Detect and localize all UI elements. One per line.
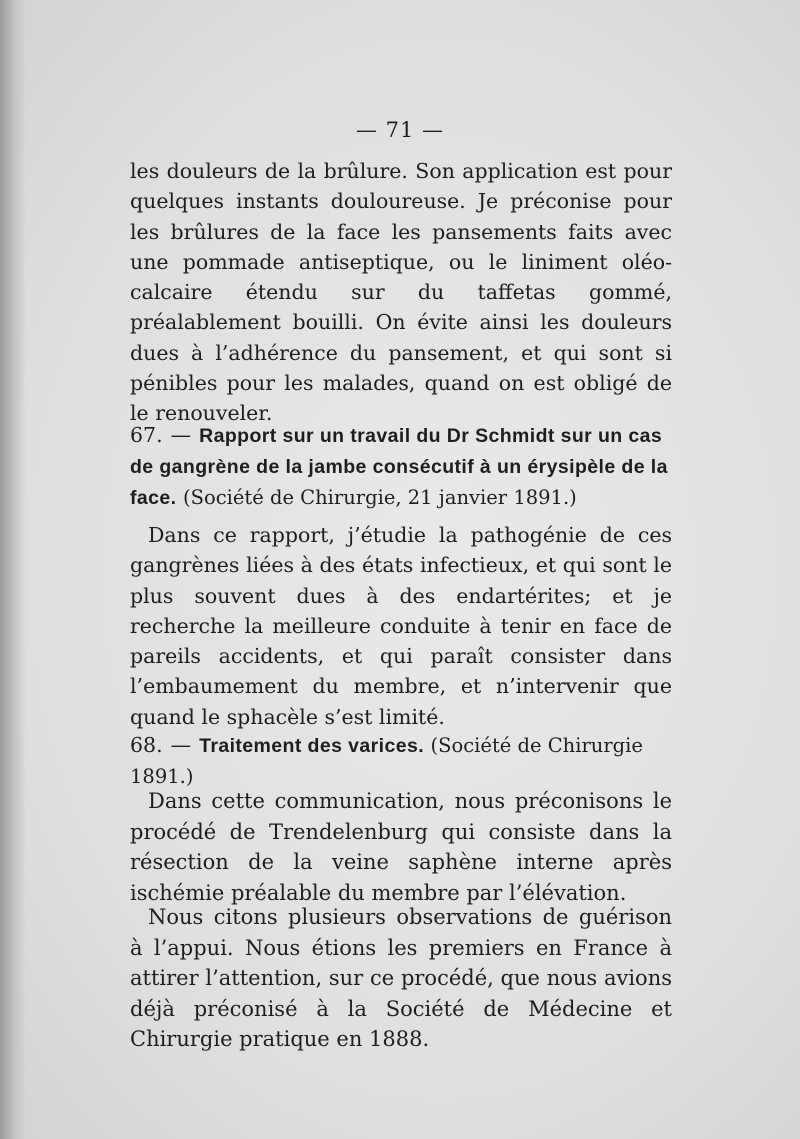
entry-dash: — [170, 733, 192, 757]
entry-title: Rapport sur un travail du Dr Schmidt sur un cas de gangrène de la jambe consécutif à un érysipèle de la face. [130, 425, 668, 509]
entry-source: (Société de Chirurgie 1891.) [130, 734, 643, 788]
entry-68 [130, 730, 672, 792]
entry-number: 68. [130, 733, 163, 757]
entry-source: (Société de Chirurgie, 21 janvier 1891.) [182, 486, 577, 509]
paragraph-observations: Nous citons plusieurs observations de guérison à l’appui. Nous étions les premiers en France à attirer l’attention, sur ce procédé, que nous avions déjà préconisé à la Société de Médecine et Chirurgie pratique en 1888. [130, 905, 672, 1051]
page-number: — 71 — [355, 118, 445, 142]
entry-67 [130, 420, 672, 513]
entry-number: 67. [130, 423, 163, 447]
entry-dash: — [170, 423, 192, 447]
binding-shadow [0, 0, 26, 1139]
entry-title: Traitement des varices. [199, 735, 425, 757]
paragraph-gangrene: Dans ce rapport, j’étudie la pathogénie de ces gangrènes liées à des états infectieux, et qui sont le plus souvent dues à des endartérites; et je recherche la meilleure conduite à tenir en face de pareils accidents, et qui paraît consister dans l’embaumement du membre, et n’intervenir que quand le sphacèle s’est limité. [130, 523, 672, 729]
paragraph-burns: les douleurs de la brûlure. Son application est pour quelques instants douloureuse. Je préconise pour les brûlures de la face les pansements faits avec une pommade antiseptique, ou le liniment oléo-calcaire étendu sur du taffetas gommé, préalablement bouilli. On évite ainsi les douleurs dues à l’adhérence du pansement, et qui sont si pénibles pour les malades, quand on est obligé de le renouveler. [130, 159, 672, 426]
paragraph-varices: Dans cette communication, nous préconisons le procédé de Trendelenburg qui consiste dans la résection de la veine saphène interne après ischémie préalable du membre par l’élévation. [130, 789, 672, 905]
